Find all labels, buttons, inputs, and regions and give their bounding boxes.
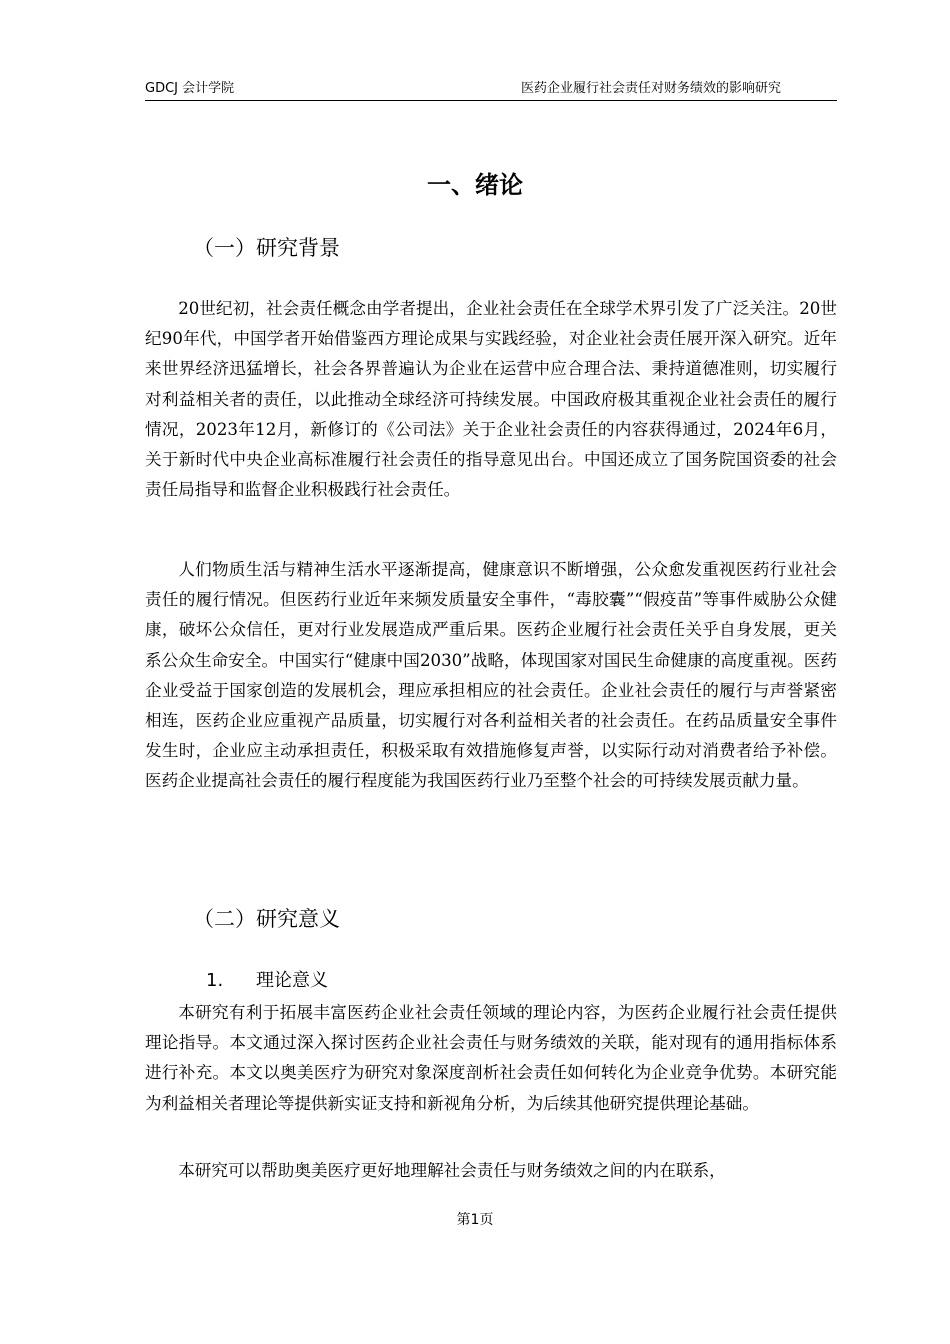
running-header: [145, 79, 837, 99]
body-paragraph: 本研究有利于拓展丰富医药企业社会责任领域的理论内容，为医药企业履行社会责任提供理论指导。本文通过深入探讨医药企业社会责任与财务绩效的关联，能对现有的通用指标体系进行补充。本文以奥美医疗为研究对象深度剖析社会责任如何转化为企业竞争优势。本研究能为利益相关者理论等提供新实证支持和新视角分析，为后续其他研究提供理论基础。: [145, 1003, 837, 1113]
header-institution: GDCJ 会计学院: [145, 81, 235, 96]
subsection-heading-theory: [206, 968, 328, 994]
section-heading-background: （一）研究背景: [193, 236, 340, 260]
subsection-title: 理论意义: [256, 970, 328, 991]
header-paper-title: 医药企业履行社会责任对财务绩效的影响研究: [520, 81, 781, 96]
body-paragraph: 20世纪初，社会责任概念由学者提出，企业社会责任在全球学术界引发了广泛关注。20世纪90年代，中国学者开始借鉴西方理论成果与实践经验，对企业社会责任展开深入研究。近年来世界经济迅猛增长，社会各界普遍认为企业在运营中应合理合法、秉持道德准则，切实履行对利益相关者的责任，以此推动全球经济可持续发展。中国政府极其重视企业社会责任的履行情况，2023年12月，新修订的《公司法》关于企业社会责任的内容获得通过，2024年6月，关于新时代中央企业高标准履行社会责任的指导意见出台。中国还成立了国务院国资委的社会责任局指导和监督企业积极践行社会责任。: [145, 299, 837, 500]
chapter-title: 一、绪论: [427, 171, 523, 199]
body-paragraph: 本研究可以帮助奥美医疗更好地理解社会责任与财务绩效之间的内在联系，: [178, 1161, 726, 1180]
body-paragraph: 人们物质生活与精神生活水平逐渐提高，健康意识不断增强，公众愈发重视医药行业社会责任的履行情况。但医药行业近年来频发质量安全事件，“毒胶囊”“假疫苗”等事件威胁公众健康，破坏公众信任，更对行业发展造成严重后果。医药企业履行社会责任关乎自身发展，更关系公众生命安全。中国实行“健康中国2030”战略，体现国家对国民生命健康的高度重视。医药企业受益于国家创造的发展机会，理应承担相应的社会责任。企业社会责任的履行与声誉紧密相连，医药企业应重视产品质量，切实履行对各利益相关者的社会责任。在药品质量安全事件发生时，企业应主动承担责任，积极采取有效措施修复声誉，以实际行动对消费者给予补偿。医药企业提高社会责任的履行程度能为我国医药行业乃至整个社会的可持续发展贡献力量。: [145, 560, 837, 791]
subsection-number: 1.: [206, 970, 224, 991]
header-divider: [145, 100, 837, 101]
page-number: 第1页: [456, 1212, 494, 1228]
section-heading-significance: （二）研究意义: [193, 907, 340, 931]
